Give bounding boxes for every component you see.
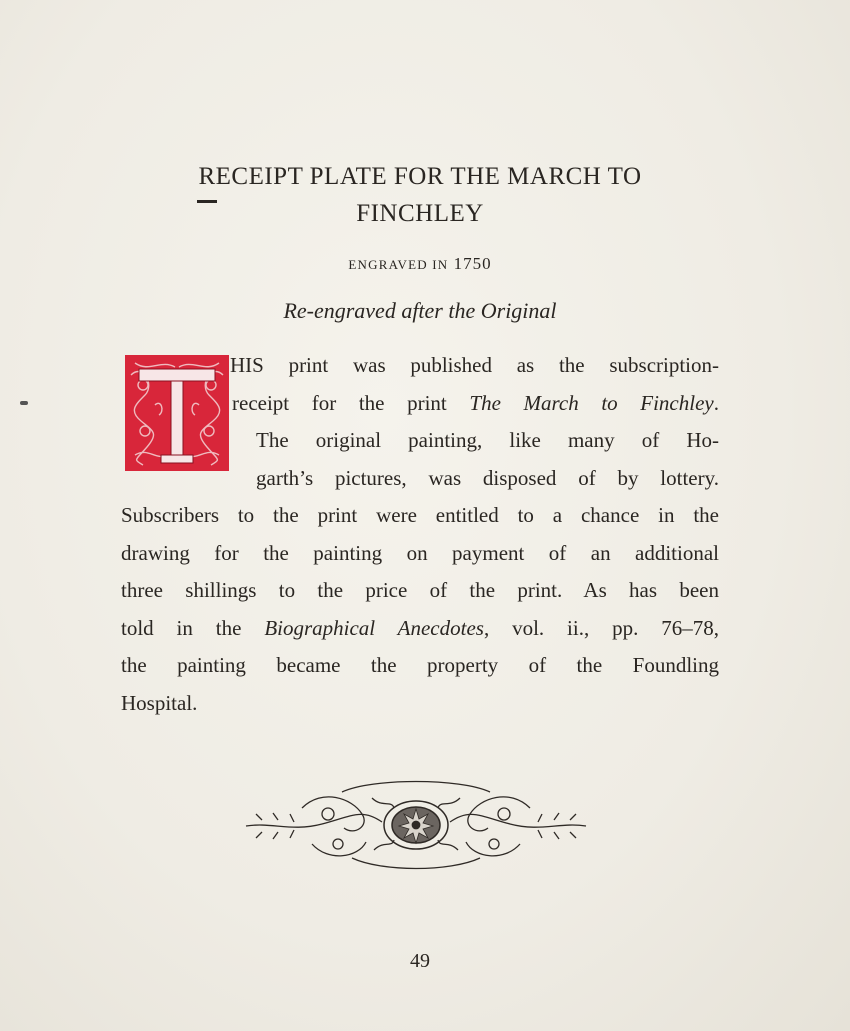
title-line-2: FINCHLEY bbox=[356, 200, 484, 227]
floral-vignette-icon bbox=[242, 778, 590, 872]
title-line-1: RECEIPT PLATE FOR THE MARCH TO bbox=[198, 163, 642, 190]
text-line: the painting became the property of the Foundling bbox=[121, 653, 719, 677]
italic-title: The March to Finchley bbox=[469, 390, 714, 415]
page-title bbox=[120, 158, 720, 232]
text-line: The original painting, like many of Ho- bbox=[256, 428, 719, 452]
text-line: HIS print was published as the subscription- bbox=[230, 353, 719, 377]
body-paragraph bbox=[121, 347, 719, 722]
text-line: Subscribers to the print were entitled to a chance in the bbox=[121, 503, 719, 527]
text-line: receipt for the print The March to Finchley. bbox=[232, 390, 719, 415]
ink-mark bbox=[20, 401, 28, 405]
page-number: 49 bbox=[410, 950, 430, 972]
text-line: three shillings to the price of the print. As has been bbox=[121, 578, 719, 602]
text-line: told in the Biographical Anecdotes, vol. ii., pp. 76–78, bbox=[121, 615, 719, 640]
italic-title: Biographical Anecdotes bbox=[264, 615, 484, 640]
text-line: garth’s pictures, was disposed of by lottery. bbox=[256, 465, 719, 490]
text-line: drawing for the painting on payment of an additional bbox=[121, 540, 719, 565]
engraved-label: ENGRAVED IN bbox=[348, 257, 449, 272]
engraved-year: 1750 bbox=[453, 254, 492, 273]
engraved-line bbox=[120, 254, 720, 274]
subtitle: Re-engraved after the Original bbox=[283, 298, 557, 323]
text-line: Hospital. bbox=[121, 690, 198, 715]
